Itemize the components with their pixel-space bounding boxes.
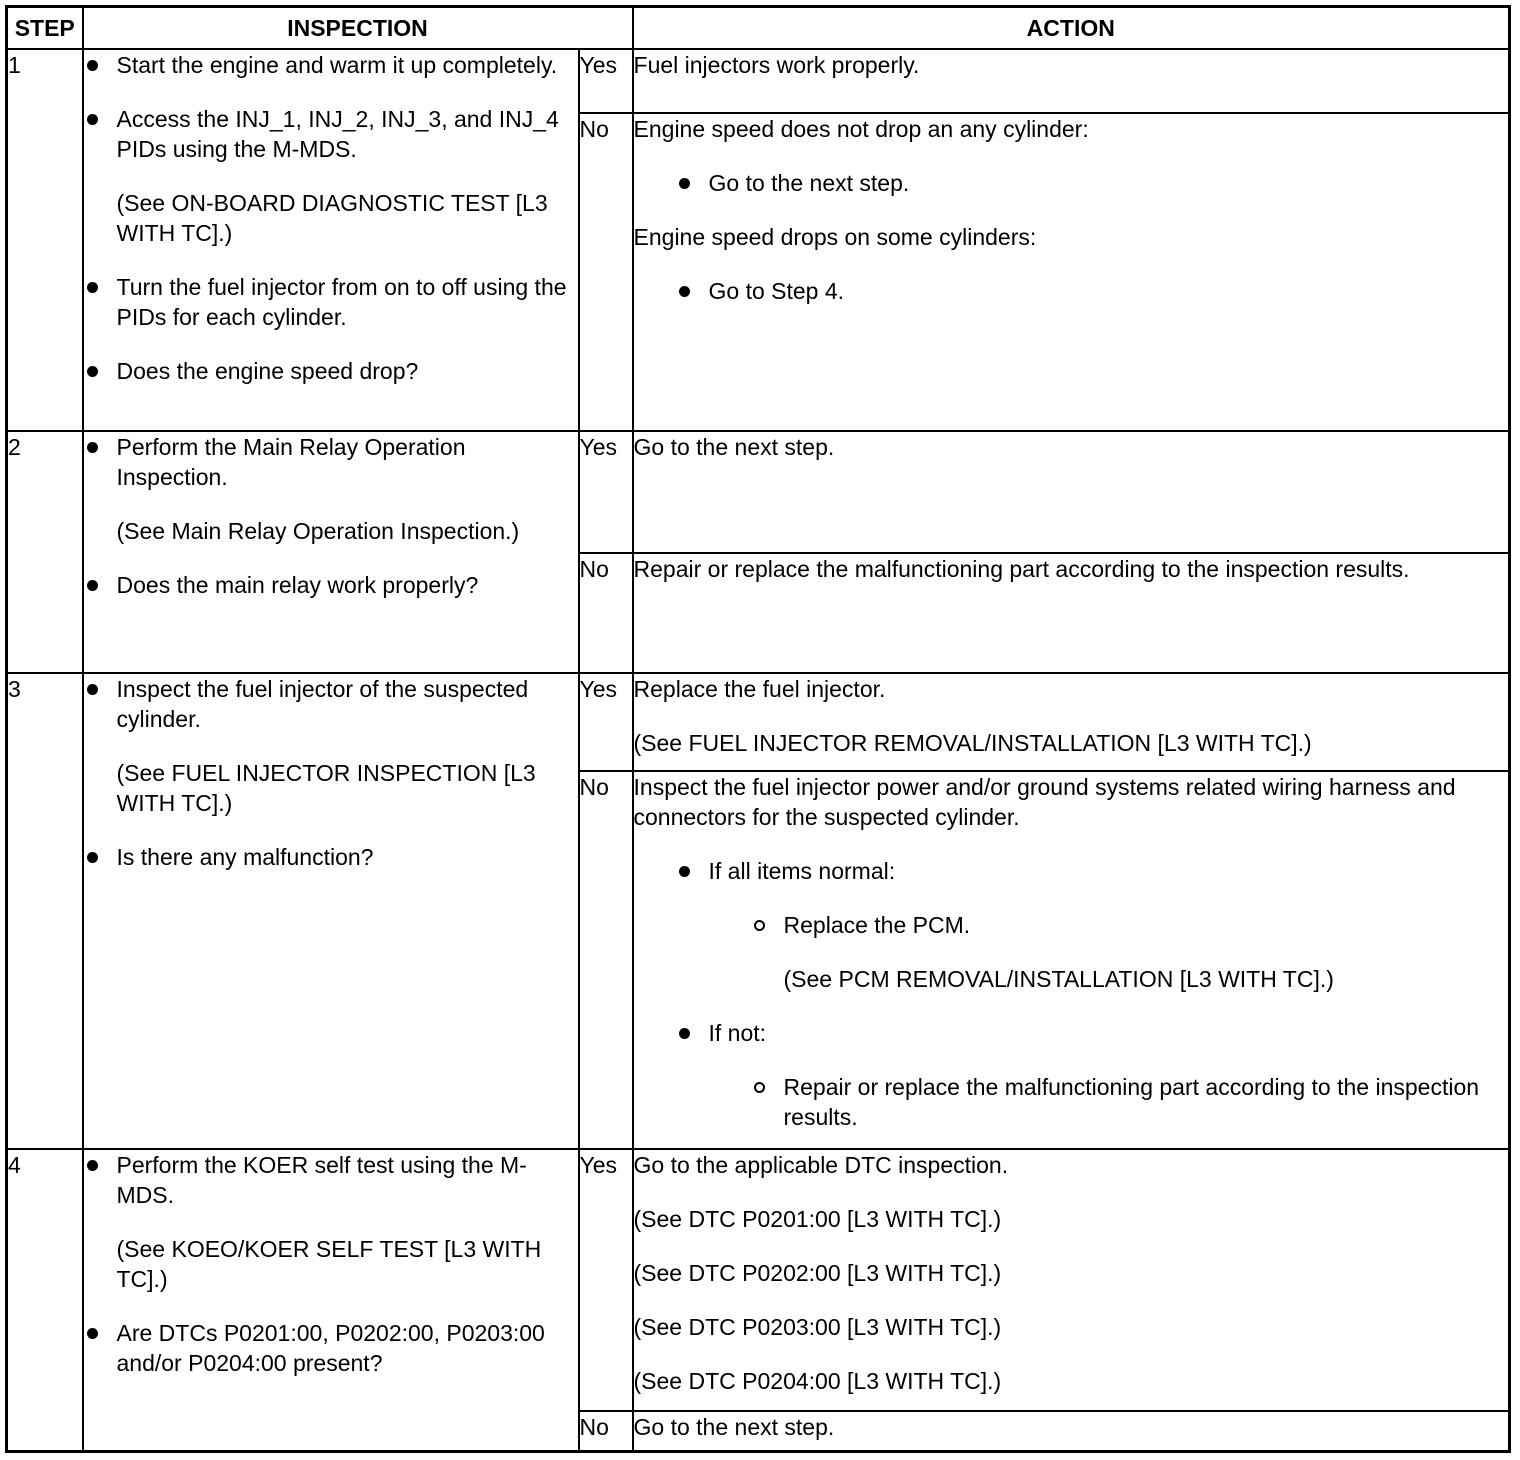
list-item: Repair or replace the malfunctioning part according to the inspection results. — [751, 1072, 1509, 1132]
no-label: No — [579, 771, 633, 1149]
step-column-header: STEP — [7, 7, 83, 50]
no-label: No — [579, 553, 633, 673]
document-page — [5, 5, 1511, 1453]
yes-label: Yes — [579, 673, 633, 771]
action-cell: Go to the next step. — [633, 1411, 1510, 1451]
table-row — [7, 49, 1510, 113]
action-cell: Fuel injectors work properly. — [633, 49, 1510, 113]
list-item: Go to the next step. — [676, 168, 1509, 198]
table-row — [7, 1149, 1510, 1411]
table-row — [7, 431, 1510, 553]
action-cell: Replace the fuel injector. (See FUEL INJECTOR REMOVAL/INSTALLATION [L3 WITH TC].) — [633, 673, 1510, 771]
action-column-header: ACTION — [633, 7, 1510, 50]
list-item: Start the engine and warm it up completely. — [84, 50, 578, 80]
action-cell: Engine speed does not drop an any cylinder: Go to the next step. Engine speed drops on some cylinders: Go to Step 4. — [633, 113, 1510, 431]
list-item: Does the engine speed drop? — [84, 356, 578, 386]
action-cell: Go to the applicable DTC inspection. (See DTC P0201:00 [L3 WITH TC].) (See DTC P0202:00 [L3 WITH TC].) (See DTC P0203:00 [L3 WITH TC].) (See DTC P0204:00 [L3 WITH TC].) — [633, 1149, 1510, 1411]
yes-label: Yes — [579, 49, 633, 113]
no-label: No — [579, 1411, 633, 1451]
list-item: If all items normal: Replace the PCM. (See PCM REMOVAL/INSTALLATION [L3 WITH TC].) — [676, 856, 1509, 994]
list-item: If not: Repair or replace the malfunctioning part according to the inspection results. — [676, 1018, 1509, 1132]
action-cell: Repair or replace the malfunctioning part according to the inspection results. — [633, 553, 1510, 673]
action-cell: Inspect the fuel injector power and/or ground systems related wiring harness and connectors for the suspected cylinder. If all items normal: Replace the PCM. (See PCM REMOVAL/INSTALLATION [L3 WITH TC].) If not: Repair or replace the malfunctioning part according to the inspection results. — [633, 771, 1510, 1149]
inspection-cell — [83, 1149, 579, 1451]
table-row — [7, 673, 1510, 771]
list-item: Perform the Main Relay Operation Inspection. (See Main Relay Operation Inspection.) — [84, 432, 578, 546]
list-item: Perform the KOER self test using the M-MDS. (See KOEO/KOER SELF TEST [L3 WITH TC].) — [84, 1150, 578, 1294]
inspection-cell — [83, 431, 579, 673]
inspection-cell — [83, 673, 579, 1149]
list-item: Inspect the fuel injector of the suspected cylinder. (See FUEL INJECTOR INSPECTION [L3 WITH TC].) — [84, 674, 578, 818]
list-item: Turn the fuel injector from on to off using the PIDs for each cylinder. — [84, 272, 578, 332]
list-item: Does the main relay work properly? — [84, 570, 578, 600]
list-item: Go to Step 4. — [676, 276, 1509, 306]
list-item: Are DTCs P0201:00, P0202:00, P0203:00 and/or P0204:00 present? — [84, 1318, 578, 1378]
table-header-row — [7, 7, 1510, 50]
inspection-column-header: INSPECTION — [83, 7, 633, 50]
yes-label: Yes — [579, 1149, 633, 1411]
step-number: 4 — [7, 1149, 83, 1451]
list-item: Replace the PCM. (See PCM REMOVAL/INSTALLATION [L3 WITH TC].) — [751, 910, 1509, 994]
no-label: No — [579, 113, 633, 431]
step-number: 1 — [7, 49, 83, 431]
step-number: 2 — [7, 431, 83, 673]
inspection-cell — [83, 49, 579, 431]
diagnostic-procedure-table — [5, 5, 1511, 1453]
list-item: Access the INJ_1, INJ_2, INJ_3, and INJ_4 PIDs using the M-MDS. (See ON-BOARD DIAGNOSTIC TEST [L3 WITH TC].) — [84, 104, 578, 248]
step-number: 3 — [7, 673, 83, 1149]
list-item: Is there any malfunction? — [84, 842, 578, 872]
yes-label: Yes — [579, 431, 633, 553]
action-cell: Go to the next step. — [633, 431, 1510, 553]
